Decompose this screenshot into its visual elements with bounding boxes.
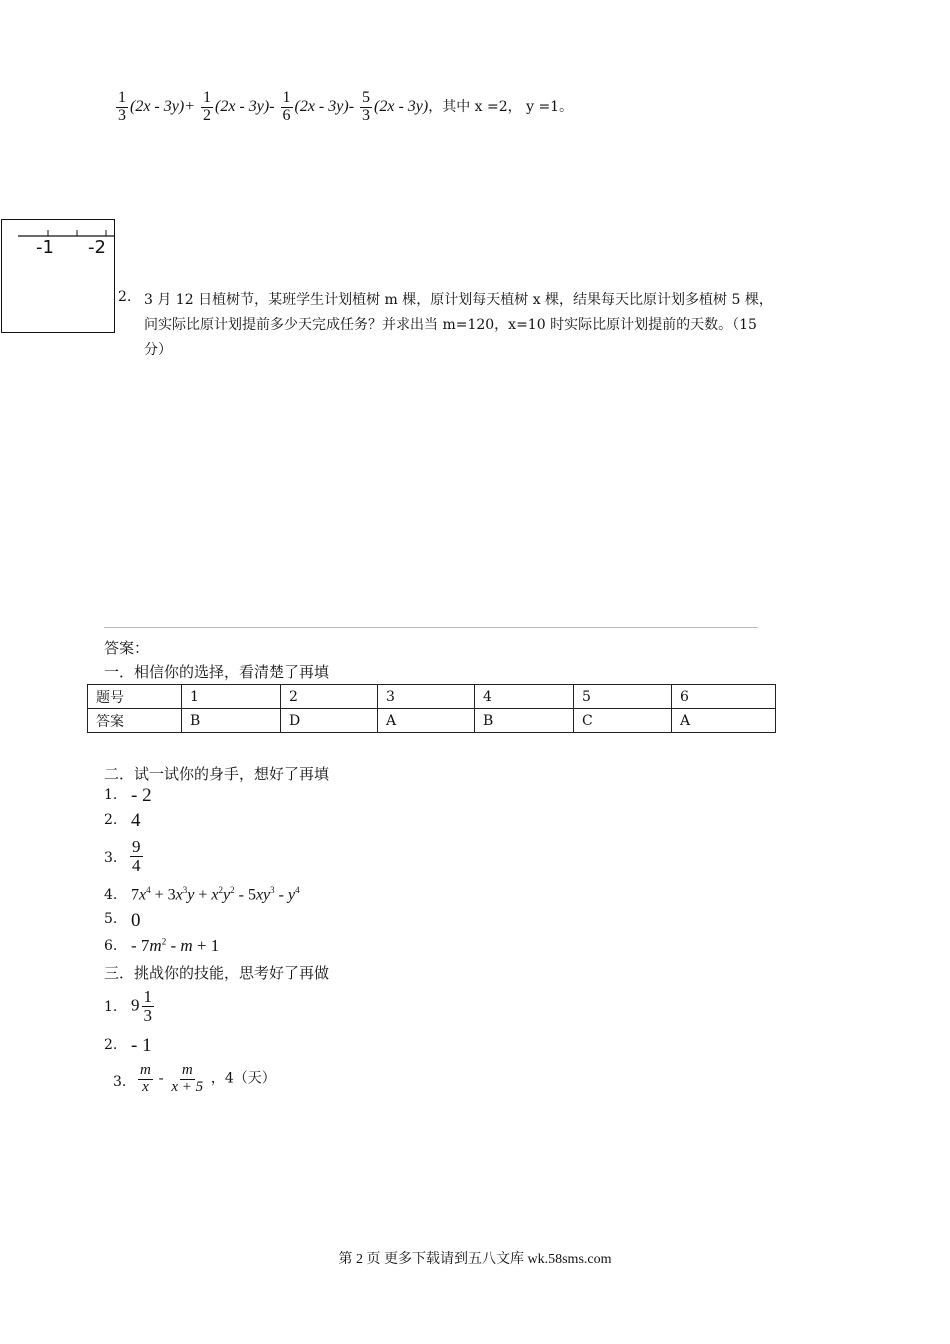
table-cell: 答案 — [88, 709, 182, 733]
fraction: $\frac{1}{6}$ — [282, 89, 291, 124]
answer-value: - 1 — [131, 1035, 152, 1056]
fraction: $\frac{9}{4}$ — [132, 837, 141, 875]
fraction: $\frac{5}{3}$ — [362, 89, 371, 124]
table-cell: 2 — [281, 685, 378, 709]
answer-number: 4. — [104, 887, 118, 903]
problem2-line: 分） — [144, 342, 172, 358]
answer-value: 0 — [131, 910, 141, 931]
answer-number: 3. — [113, 1074, 127, 1090]
answers-title: 答案： — [104, 639, 150, 657]
table-cell: B — [182, 709, 281, 733]
table-row — [88, 709, 776, 733]
page-footer: 第 2 页 更多下载请到五八文库 wk.58sms.com — [338, 1252, 612, 1267]
answer-table — [87, 684, 776, 733]
number-line-box — [1, 219, 115, 333]
fraction: $\frac{m}{x + 5}$ — [171, 1062, 204, 1095]
problem2-number: 2. — [118, 289, 132, 305]
problem-expression: $\frac{1}{3}$ (2x - 3y)+ $\frac{1}{2}$ (2x - 3y)- $\frac{1}{6}$ (2x - 3y)- $\frac{5}{3}$ (2x - 3y)，其中 x =2， y =1。 — [118, 89, 574, 124]
fraction: $\frac{m}{x}$ — [140, 1062, 151, 1095]
table-cell: 1 — [182, 685, 281, 709]
number-line-label: -2 — [88, 237, 106, 258]
answer-number: 3. — [104, 850, 118, 866]
table-row — [88, 685, 776, 709]
polynomial-answer: $7x^4 + 3x^3y + x^2y^2 - 5xy^3 - y^4$ — [131, 885, 300, 904]
answer-number: 2. — [104, 1037, 118, 1053]
table-cell: 4 — [475, 685, 574, 709]
section1-heading: 一．相信你的选择，看清楚了再填 — [104, 663, 330, 681]
fraction: $\frac{1}{2}$ — [202, 89, 211, 124]
table-cell: 题号 — [88, 685, 182, 709]
answer-number: 5. — [104, 911, 118, 927]
table-cell: 5 — [574, 685, 672, 709]
problem2-line: 问实际比原计划提前多少天完成任务？并求出当 m=120，x=10 时实际比原计划提前的天数。（15 — [144, 317, 757, 333]
section2-heading: 二．试一试你的身手，想好了再填 — [104, 765, 330, 783]
section3-heading: 三．挑战你的技能，思考好了再做 — [104, 964, 330, 982]
table-cell: A — [672, 709, 776, 733]
table-cell: 3 — [378, 685, 475, 709]
fraction-expression-answer: $\frac{m}{x}$ - $\frac{m}{x + 5}$ ，4（天） — [140, 1062, 276, 1095]
divider — [104, 627, 758, 628]
table-cell: 6 — [672, 685, 776, 709]
answer-number: 6. — [104, 938, 118, 954]
table-cell: A — [378, 709, 475, 733]
table-cell: B — [475, 709, 574, 733]
polynomial-answer: - $7m^2 - m + 1$ — [131, 936, 220, 955]
fraction: $\frac{1}{3}$ — [143, 987, 152, 1025]
table-cell: D — [281, 709, 378, 733]
answer-number: 2. — [104, 812, 118, 828]
answer-number: 1. — [104, 999, 118, 1015]
number-line-label: -1 — [36, 237, 54, 258]
problem2-line: 3 月 12 日植树节，某班学生计划植树 m 棵，原计划每天植树 x 棵，结果每天比原计划多植树 5 棵， — [144, 292, 773, 308]
answer-value — [128, 838, 145, 875]
answer-value: - 2 — [131, 785, 152, 806]
answer-number: 1. — [104, 787, 118, 803]
answer-value: 4 — [131, 810, 141, 831]
table-cell: C — [574, 709, 672, 733]
mixed-number-answer: 9 $\frac{1}{3}$ — [131, 987, 152, 1025]
fraction: $\frac{1}{3}$ — [118, 89, 126, 124]
